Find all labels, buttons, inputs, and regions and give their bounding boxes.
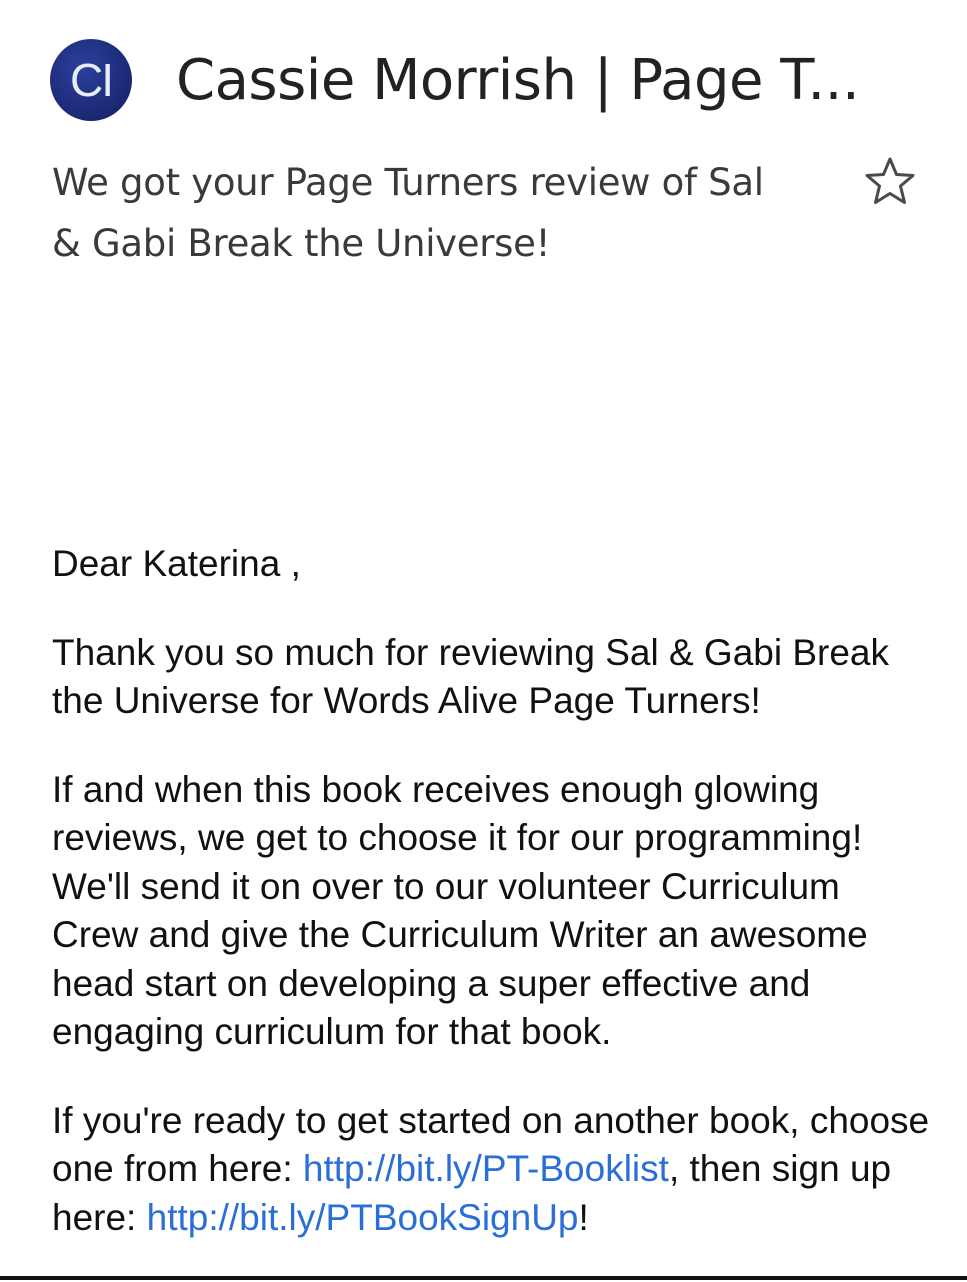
greeting: Dear Katerina , [52,543,301,584]
email-body [52,540,932,1282]
star-button[interactable] [862,154,918,210]
email-subject [52,152,812,274]
next-steps-text-3: ! [578,1196,589,1238]
paragraph-next-steps [52,1097,932,1243]
email-header [50,38,859,122]
next-steps-text-2: , then sign up here: [52,1148,892,1238]
paragraph-thanks: Thank you so much for reviewing Sal & Gabi Break the Universe for Words Alive Page Turners! [52,631,889,721]
next-steps-text-1: If you're ready to get started on another book, choose one from here: [52,1099,930,1189]
subject-line-2: & Gabi Break the Universe! [52,222,551,265]
paragraph-programming: If and when this book receives enough glowing reviews, we get to choose it for our programming! We'll send it on over to our volunteer Curriculum Crew and give the Curriculum Writer an awesome head start on developing a super effective and engaging curriculum for that book. [52,768,868,1052]
avatar-initials: CI [70,54,112,106]
star-outline-icon [862,154,918,210]
sender-avatar[interactable] [50,39,132,121]
bottom-divider [0,1276,967,1280]
signup-link[interactable]: http://bit.ly/PTBookSignUp [146,1196,579,1238]
subject-line-1: We got your Page Turners review of Sal [52,161,764,204]
sender-name[interactable]: Cassie Morrish | Page T... [176,47,860,113]
booklist-link[interactable]: http://bit.ly/PT-Booklist [302,1148,669,1189]
